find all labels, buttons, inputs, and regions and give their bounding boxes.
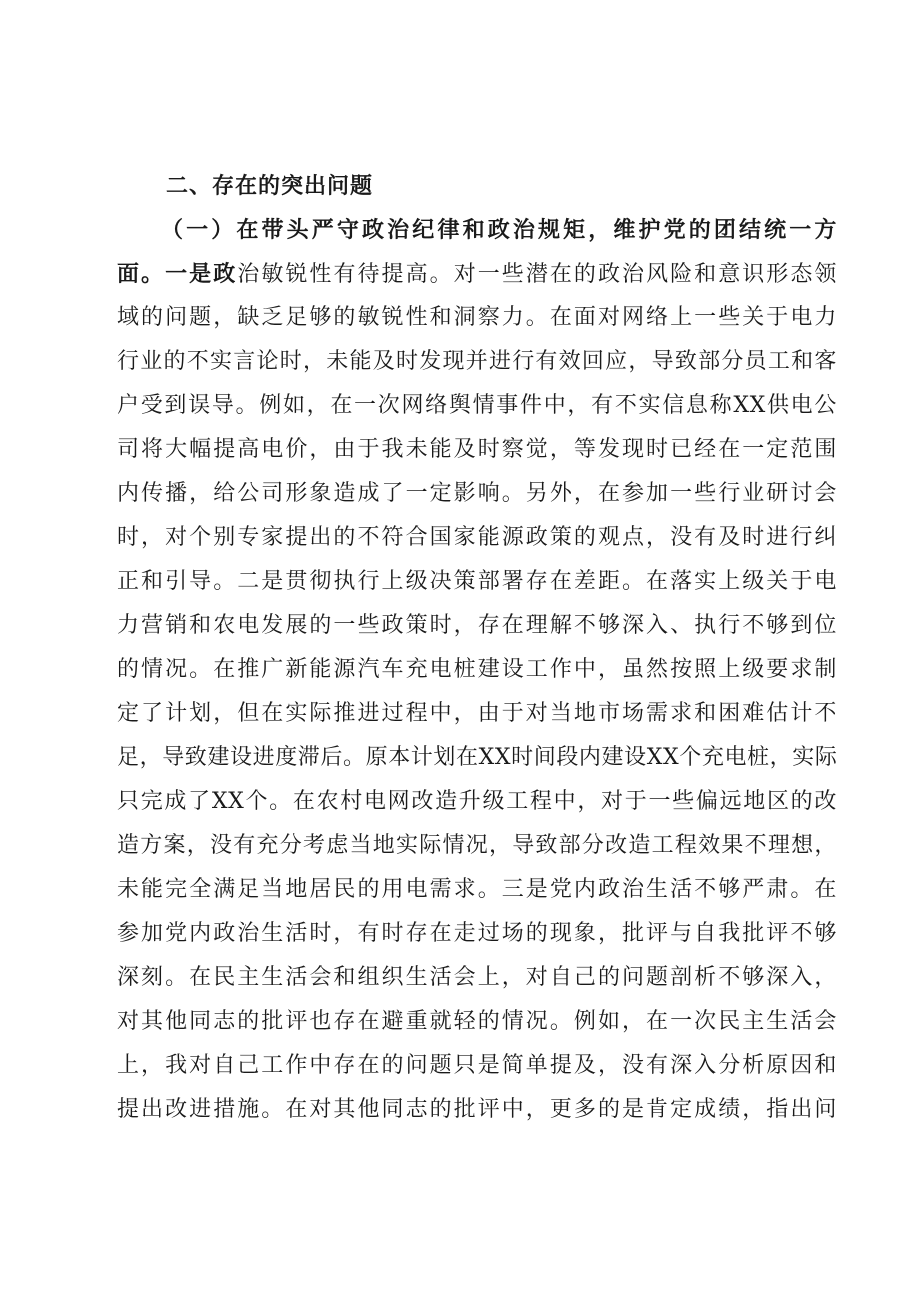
paragraph-line: 上，我对自己工作中存在的问题只是简单提及，没有深入分析原因和 (117, 1053, 837, 1078)
paragraph-line: 行业的不实言论时，未能及时发现并进行有效回应，导致部分员工和客 (117, 349, 837, 374)
paragraph-line: 正和引导。二是贯彻执行上级决策部署存在差距。在落实上级关于电 (117, 569, 837, 594)
point-label: 一是政 (165, 261, 238, 287)
paragraph-line: 时，对个别专家提出的不符合国家能源政策的观点，没有及时进行纠 (117, 525, 837, 550)
paragraph-line: 司将大幅提高电价，由于我未能及时察觉，等发现时已经在一定范围 (117, 437, 837, 462)
line-text: 治敏锐性有待提高。对一些潜在的政治风险和意识形态领 (237, 262, 838, 287)
subsection-title: （一）在带头严守政治纪律和政治规矩，维护党的团结统一方 (161, 217, 837, 243)
paragraph-line: 对其他同志的批评也存在避重就轻的情况。例如，在一次民主生活会 (117, 1009, 837, 1034)
paragraph-line: 造方案，没有充分考虑当地实际情况，导致部分改造工程效果不理想， (117, 833, 837, 858)
paragraph-line: 力营销和农电发展的一些政策时，存在理解不够深入、执行不够到位 (117, 613, 837, 638)
paragraph-line: 足，导致建设进度滞后。原本计划在XX时间段内建设XX个充电桩，实际 (117, 745, 838, 770)
paragraph-line: 的情况。在推广新能源汽车充电桩建设工作中，虽然按照上级要求制 (117, 657, 837, 682)
paragraph-line: 域的问题，缺乏足够的敏锐性和洞察力。在面对网络上一些关于电力 (117, 305, 837, 330)
paragraph-line: 提出改进措施。在对其他同志的批评中，更多的是肯定成绩，指出问 (117, 1097, 837, 1122)
paragraph-line: 内传播，给公司形象造成了一定影响。另外，在参加一些行业研讨会 (117, 481, 837, 506)
subsection-title-end: 面。 (117, 261, 166, 287)
section-heading: 二、存在的突出问题 (166, 173, 374, 199)
body-text (117, 208, 837, 1132)
paragraph-line: 深刻。在民主生活会和组织生活会上，对自己的问题剖析不够深入， (117, 965, 837, 990)
paragraph-line: 只完成了XX个。在农村电网改造升级工程中，对于一些偏远地区的改 (117, 789, 837, 814)
paragraph-line: 参加党内政治生活时，有时存在走过场的现象，批评与自我批评不够 (117, 921, 837, 946)
paragraph-line (117, 252, 837, 296)
paragraph-line: 定了计划，但在实际推进过程中，由于对当地市场需求和困难估计不 (117, 701, 837, 726)
paragraph-line: 未能完全满足当地居民的用电需求。三是党内政治生活不够严肃。在 (117, 877, 837, 902)
paragraph-line: 户受到误导。例如，在一次网络舆情事件中，有不实信息称XX供电公 (117, 393, 837, 418)
